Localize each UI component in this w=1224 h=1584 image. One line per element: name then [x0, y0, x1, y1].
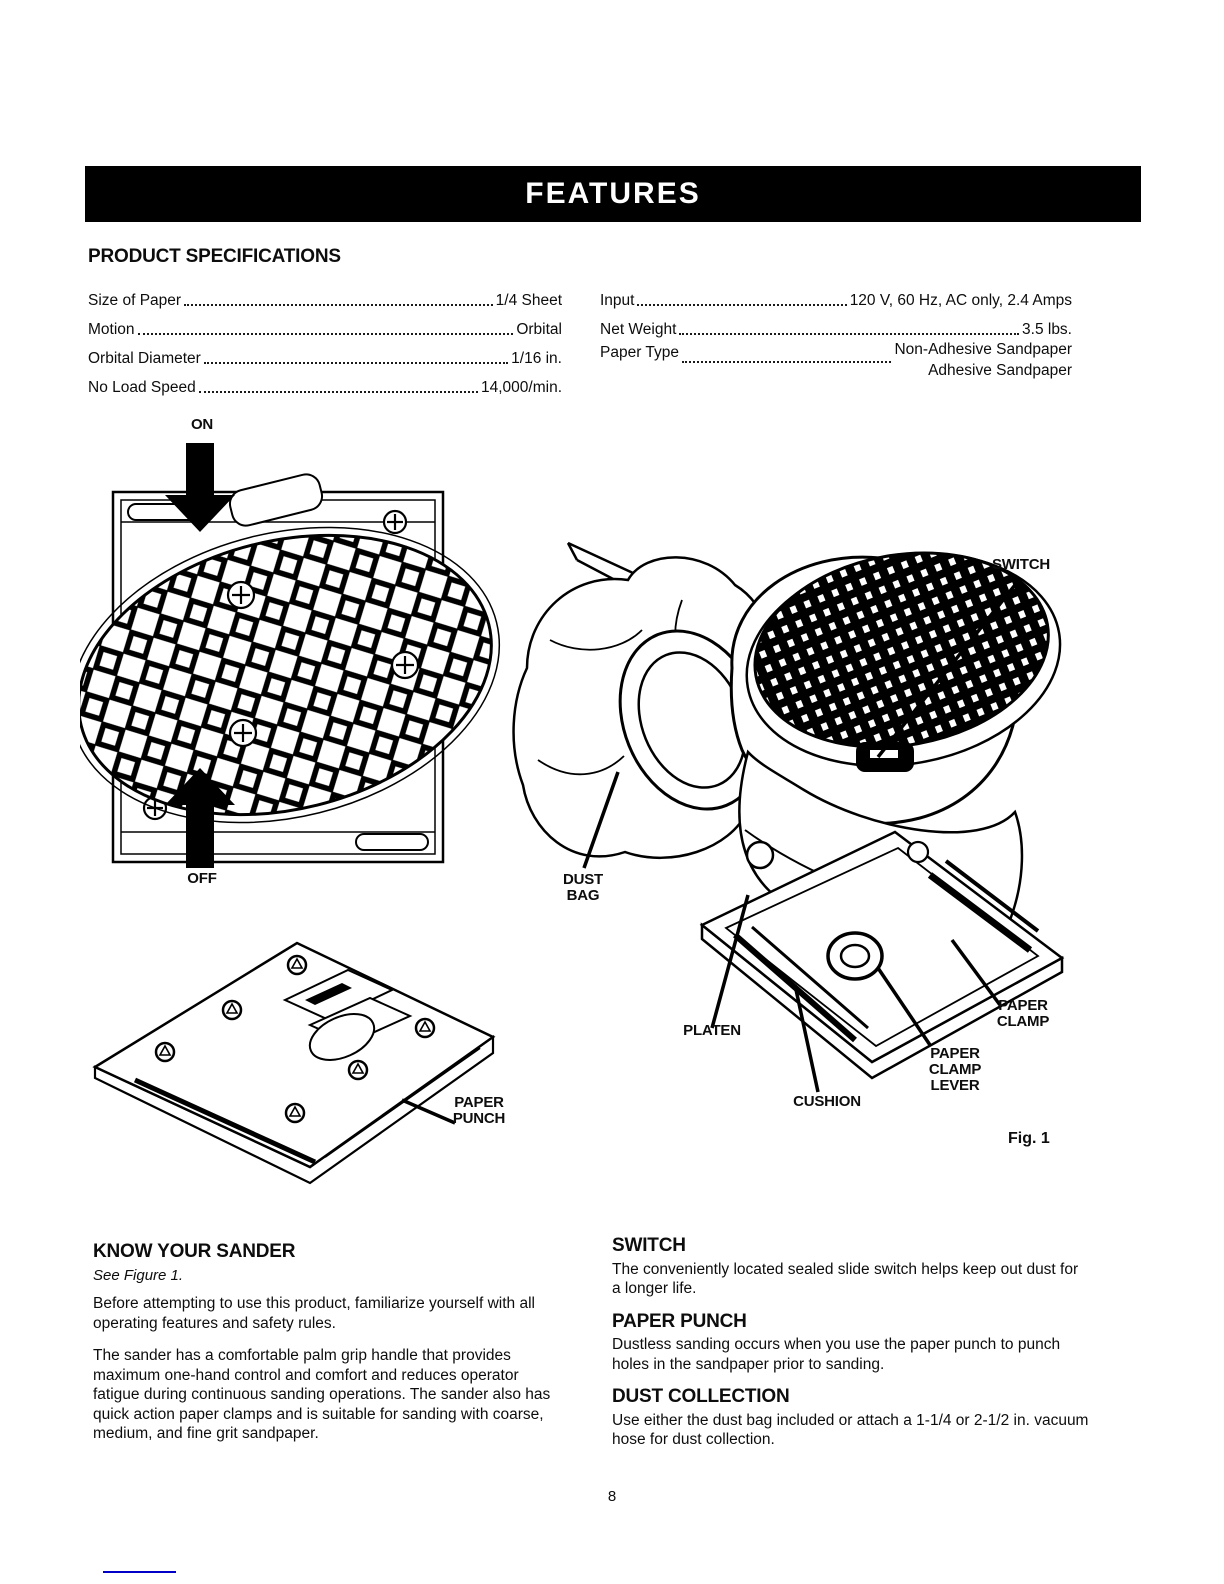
spec-value-line: Adhesive Sandpaper [928, 362, 1072, 379]
spec-row [88, 281, 562, 310]
spec-row [600, 339, 1072, 381]
specs-left-column [88, 281, 562, 397]
spec-label: Net Weight [600, 321, 677, 338]
dot-leader [679, 333, 1019, 335]
paper-punch-label: PAPER PUNCH [452, 1094, 506, 1127]
platen-label: PLATEN [683, 1022, 741, 1039]
page-title: FEATURES [525, 177, 701, 210]
know-your-sander-section [93, 1242, 563, 1457]
sander-top-view [80, 443, 531, 868]
figure-caption: Fig. 1 [1008, 1130, 1050, 1147]
specs-right-column [600, 281, 1072, 381]
paragraph: Use either the dust bag included or attach a 1-1/4 or 2-1/2 in. vacuum hose for dust collection. [612, 1411, 1089, 1448]
cushion-label: CUSHION [793, 1093, 861, 1110]
section-heading: DUST COLLECTION [612, 1386, 790, 1407]
section-heading: SWITCH [612, 1235, 686, 1256]
dot-leader [637, 304, 846, 306]
dot-leader [204, 362, 508, 364]
spec-row [88, 339, 562, 368]
sander-line-art [80, 400, 1150, 1190]
dot-leader [138, 333, 514, 335]
spec-value-line: Non-Adhesive Sandpaper [894, 341, 1072, 358]
spec-row [88, 310, 562, 339]
paper-clamp-lever-label: PAPER CLAMP LEVER [928, 1045, 982, 1094]
on-arrow [165, 443, 235, 532]
scan-artifact-line [103, 1571, 176, 1573]
section-banner [85, 166, 1141, 222]
spec-row [600, 281, 1072, 310]
spec-label: Size of Paper [88, 292, 182, 309]
spec-row [88, 368, 562, 397]
off-label: OFF [187, 870, 217, 887]
paper-clamp-label: PAPER CLAMP [996, 997, 1050, 1030]
spec-value: 1/4 Sheet [495, 292, 562, 309]
spec-label: No Load Speed [88, 379, 196, 396]
spec-value: Orbital [516, 321, 562, 338]
switch-label: SWITCH [992, 556, 1050, 573]
page-number: 8 [607, 1488, 617, 1505]
dot-leader [682, 361, 891, 363]
dot-leader [184, 304, 493, 306]
section-heading: KNOW YOUR SANDER [93, 1241, 296, 1262]
paragraph: Dustless sanding occurs when you use the paper punch to punch holes in the sandpaper prior to sanding. [612, 1336, 1061, 1373]
right-sections [612, 1236, 1090, 1463]
spec-value [894, 339, 1072, 381]
dot-leader [199, 391, 478, 393]
see-figure-note: See Figure 1. [93, 1266, 184, 1284]
spec-label: Input [600, 292, 635, 309]
spec-value: 3.5 lbs. [1022, 321, 1072, 338]
spec-value: 14,000/min. [481, 379, 562, 396]
specs-heading: PRODUCT SPECIFICATIONS [88, 246, 341, 267]
spec-label: Motion [88, 321, 135, 338]
spec-label: Orbital Diameter [88, 350, 201, 367]
spec-label: Paper Type [600, 344, 679, 361]
paragraph: Before attempting to use this product, familiarize yourself with all operating features and safety rules. [93, 1295, 535, 1332]
paper-punch-view [95, 943, 493, 1183]
dust-bag-label: DUST BAG [562, 871, 604, 904]
paragraph: The sander has a comfortable palm grip handle that provides maximum one-hand control and comfort and reduces operator fatigue during continuous sanding operations. The sander also has quick action paper clamps and is suitable for sanding with coarse, medium, and fine grit sandpaper. [93, 1347, 551, 1442]
paragraph: The conveniently located sealed slide switch helps keep out dust for a longer life. [612, 1260, 1079, 1297]
on-label: ON [190, 416, 214, 433]
section-heading: PAPER PUNCH [612, 1310, 747, 1332]
spec-value: 120 V, 60 Hz, AC only, 2.4 Amps [849, 292, 1072, 309]
figure-1 [80, 400, 1150, 1190]
spec-value: 1/16 in. [511, 350, 562, 367]
spec-row [600, 310, 1072, 339]
